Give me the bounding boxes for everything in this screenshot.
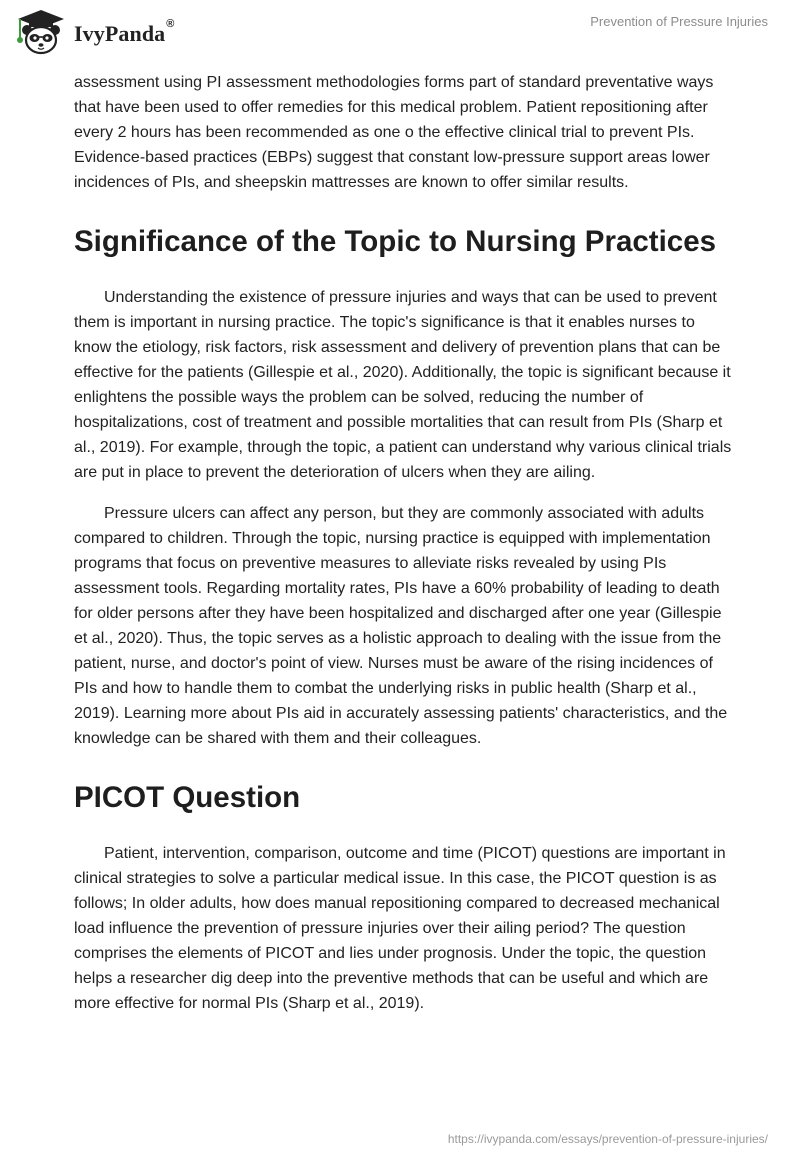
source-url-link[interactable]: https://ivypanda.com/essays/prevention-of-pressure-injuries/ bbox=[447, 1132, 768, 1146]
paragraph-picot: Patient, intervention, comparison, outcome and time (PICOT) questions are important in clinical strategies to solve a particular medical issue. In this case, the PICOT question is as follows; In older adults, how does manual repositioning compared to decreased mechanical load influence the prevention of pressure injuries over their ailing period? The question comprises the elements of PICOT and lies under prognosis. Under the topic, the question helps a researcher dig deep into the preventive methods that can be useful and which are more effective for normal PIs (Sharp et al., 2019). bbox=[74, 845, 726, 1012]
registered-mark: ® bbox=[166, 18, 175, 30]
essay-content bbox=[74, 70, 734, 1016]
running-title: Prevention of Pressure Injuries bbox=[590, 14, 768, 29]
paragraph-continued: assessment using PI assessment methodologies forms part of standard preventative ways that have been used to offer remedies for this medical problem. Patient repositioning after every 2 hours has been recommended as one o the effective clinical trial to prevent PIs. Evidence-based practices (EBPs) suggest that constant low-pressure support areas lower incidences of PIs, and sheepskin mattresses are known to offer similar results. bbox=[74, 74, 714, 191]
paragraph-significance-2: Pressure ulcers can affect any person, but they are commonly associated with adults compared to children. Through the topic, nursing practice is equipped with implementation programs that focus on preventive measures to alleviate risks revealed by using PIs assessment tools. Regarding mortality rates, PIs have a 60% probability of leading to death for older persons after they have been hospitalized and discharged after one year (Gillespie et al., 2020). Thus, the topic serves as a holistic approach to dealing with the issue from the patient, nurse, and doctor's point of view. Nurses must be aware of the rising incidences of PIs and how to handle them to combat the underlying risks in public health (Sharp et al., 2019). Learning more about PIs aid in accurately assessing patients' characteristics, and the knowledge can be shared with them and their colleagues. bbox=[74, 505, 728, 747]
heading-picot-question: PICOT Question bbox=[74, 781, 301, 814]
heading-significance: Significance of the Topic to Nursing Practices bbox=[74, 225, 717, 258]
panda-graduate-icon bbox=[14, 8, 68, 56]
logo-name: IvyPanda bbox=[74, 21, 166, 46]
page-header bbox=[0, 0, 800, 62]
logo-wordmark bbox=[74, 18, 175, 47]
paragraph-significance-1: Understanding the existence of pressure injuries and ways that can be used to prevent them is important in nursing practice. The topic's significance is that it enables nurses to know the etiology, risk factors, risk assessment and delivery of prevention plans that can be effective for the patients (Gillespie et al., 2020). Additionally, the topic is significant because it enlightens the possible ways the problem can be solved, reducing the number of hospitalizations, cost of treatment and possible mortalities that can result from PIs (Sharp et al., 2019). For example, through the topic, a patient can understand why various clinical trials are put in place to prevent the deterioration of ulcers when they are ailing. bbox=[74, 289, 732, 481]
ivypanda-logo[interactable] bbox=[14, 8, 175, 56]
